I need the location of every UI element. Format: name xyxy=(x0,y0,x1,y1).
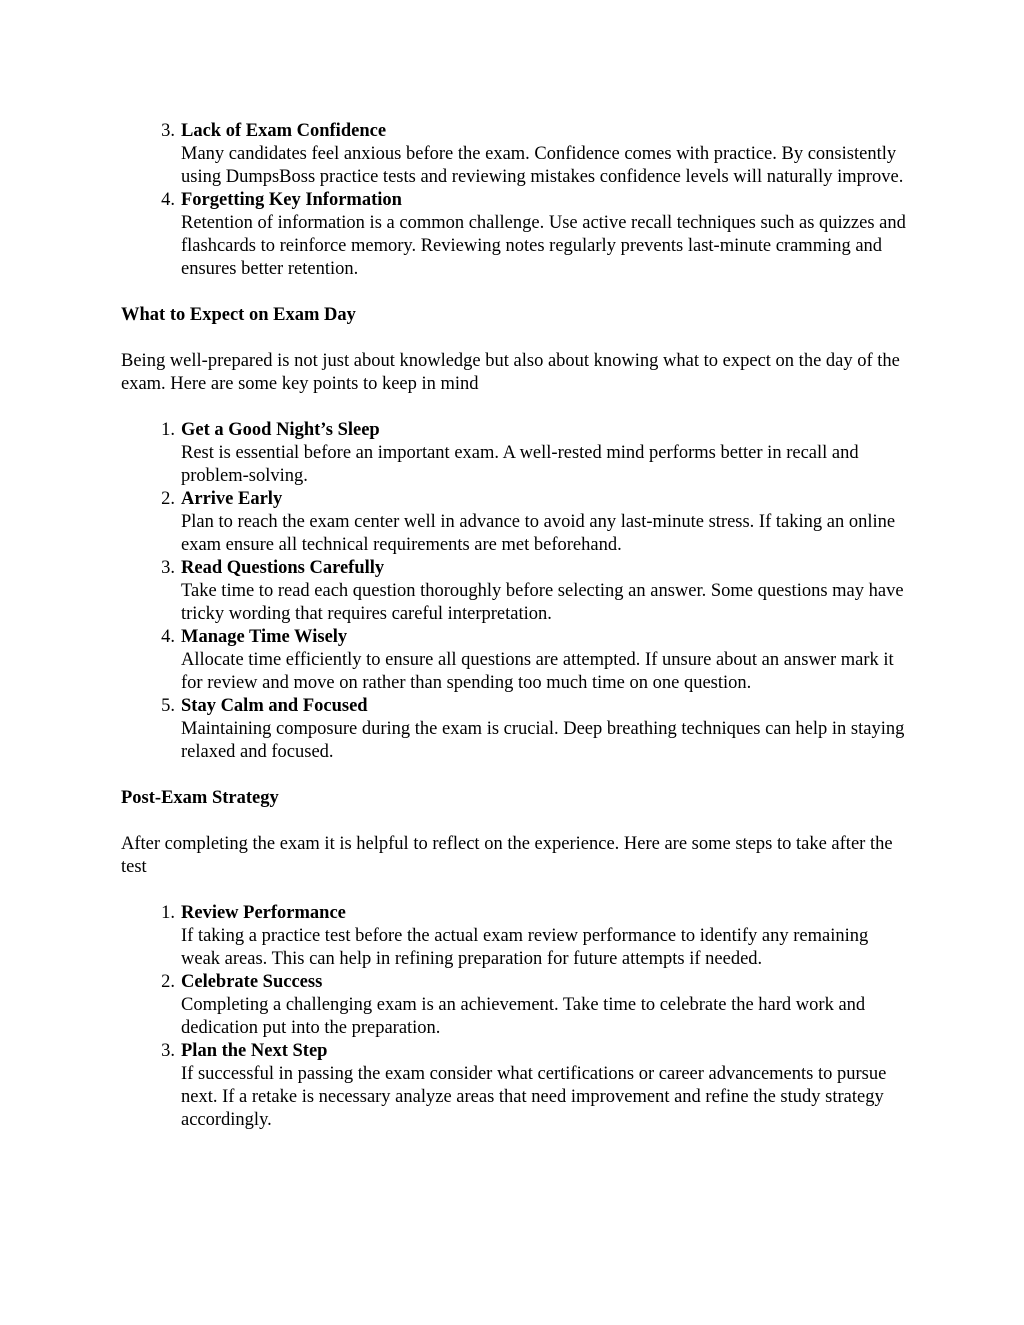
list-item xyxy=(121,971,911,1040)
item-number: 2. xyxy=(161,972,175,992)
item-number: 2. xyxy=(161,489,175,509)
item-body: Many candidates feel anxious before the exam. Confidence comes with practice. By consistently using DumpsBoss practice tests and reviewing mistakes confidence levels will naturally improve. xyxy=(181,144,904,187)
item-number: 3. xyxy=(161,1041,175,1061)
section-heading-post-exam: Post-Exam Strategy xyxy=(121,788,279,808)
item-title: Stay Calm and Focused xyxy=(181,696,368,716)
list-item xyxy=(121,120,911,189)
item-number: 1. xyxy=(161,903,175,923)
list-item xyxy=(121,488,911,557)
item-title: Get a Good Night’s Sleep xyxy=(181,420,380,440)
item-title: Read Questions Carefully xyxy=(181,558,385,578)
item-title: Arrive Early xyxy=(181,489,283,509)
exam-day-intro: Being well-prepared is not just about knowledge but also about knowing what to expect on the day of the exam. Here are some key points to keep in mind xyxy=(121,351,900,394)
item-title: Forgetting Key Information xyxy=(181,190,402,210)
item-title: Lack of Exam Confidence xyxy=(181,121,387,141)
spacer xyxy=(121,879,911,902)
post-exam-list xyxy=(121,902,911,1132)
item-number: 4. xyxy=(161,190,175,210)
exam-day-list xyxy=(121,419,911,764)
list-item xyxy=(121,626,911,695)
item-title: Review Performance xyxy=(181,903,346,923)
list-item xyxy=(121,695,911,764)
post-exam-intro: After completing the exam it is helpful to reflect on the experience. Here are some steps to take after the test xyxy=(121,834,893,877)
spacer xyxy=(121,281,911,304)
section-heading-exam-day: What to Expect on Exam Day xyxy=(121,305,356,325)
item-body: Allocate time efficiently to ensure all questions are attempted. If unsure about an answer mark it for review and move on rather than spending too much time on one question. xyxy=(181,650,894,693)
item-body: Retention of information is a common challenge. Use active recall techniques such as quizzes and flashcards to reinforce memory. Reviewing notes regularly prevents last-minute cramming and ensures better retention. xyxy=(181,213,906,279)
item-body: Plan to reach the exam center well in advance to avoid any last-minute stress. If taking an online exam ensure all technical requirements are met beforehand. xyxy=(181,512,896,555)
item-title: Manage Time Wisely xyxy=(181,627,348,647)
item-body: If successful in passing the exam consider what certifications or career advancements to pursue next. If a retake is necessary analyze areas that need improvement and refine the study strategy accordingly. xyxy=(181,1064,887,1130)
list-item xyxy=(121,1040,911,1132)
item-body: Maintaining composure during the exam is crucial. Deep breathing techniques can help in staying relaxed and focused. xyxy=(181,719,905,762)
item-number: 1. xyxy=(161,420,175,440)
item-body: Take time to read each question thoroughly before selecting an answer. Some questions may have tricky wording that requires careful interpretation. xyxy=(181,581,904,624)
list-item xyxy=(121,557,911,626)
document-page xyxy=(121,120,911,1132)
challenges-list xyxy=(121,120,911,281)
item-title: Celebrate Success xyxy=(181,972,323,992)
list-item xyxy=(121,189,911,281)
list-item xyxy=(121,419,911,488)
item-number: 3. xyxy=(161,121,175,141)
item-body: Completing a challenging exam is an achievement. Take time to celebrate the hard work and dedication put into the preparation. xyxy=(181,995,866,1038)
item-number: 4. xyxy=(161,627,175,647)
list-item xyxy=(121,902,911,971)
item-body: Rest is essential before an important exam. A well-rested mind performs better in recall and problem-solving. xyxy=(181,443,859,486)
item-title: Plan the Next Step xyxy=(181,1041,328,1061)
item-body: If taking a practice test before the actual exam review performance to identify any remaining weak areas. This can help in refining preparation for future attempts if needed. xyxy=(181,926,869,969)
spacer xyxy=(121,810,911,833)
spacer xyxy=(121,764,911,787)
item-number: 5. xyxy=(161,696,175,716)
item-number: 3. xyxy=(161,558,175,578)
spacer xyxy=(121,396,911,419)
spacer xyxy=(121,327,911,350)
